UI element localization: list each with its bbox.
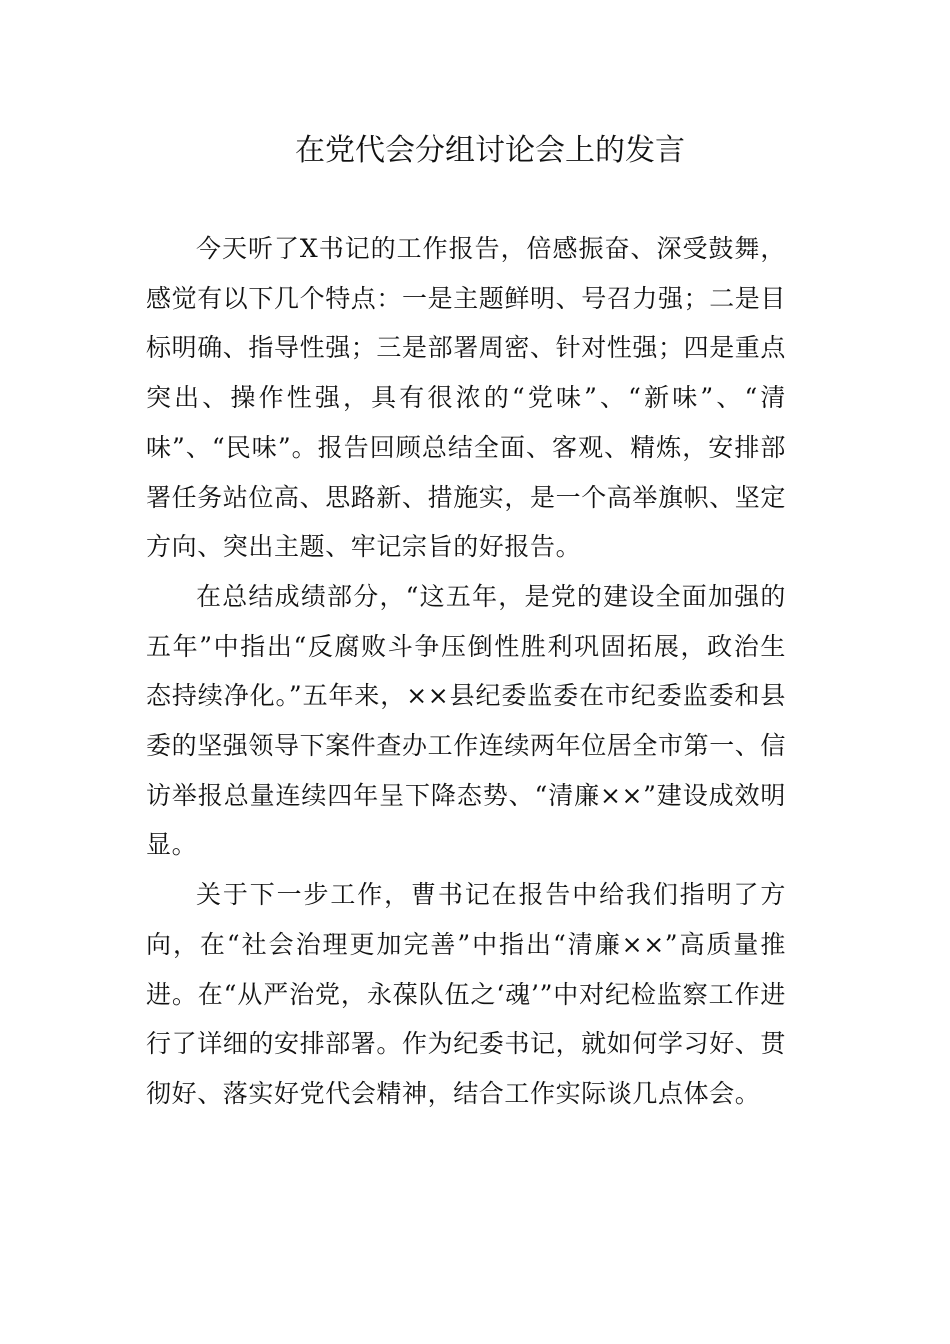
paragraph-1: 今天听了X书记的工作报告，倍感振奋、深受鼓舞，感觉有以下几个特点：一是主题鲜明、号召力强；二是目标明确、指导性强；三是部署周密、针对性强；四是重点突出、操作性强，具有很浓的“党味”、“新味”、“清味”、“民味”。报告回顾总结全面、客观、精炼，安排部署任务站位高、思路新、措施实，是一个高举旗帜、坚定方向、突出主题、牢记宗旨的好报告。 — [146, 234, 787, 562]
document-title: 在党代会分组讨论会上的发言 — [295, 133, 685, 168]
paragraph-3: 关于下一步工作，曹书记在报告中给我们指明了方向，在“社会治理更加完善”中指出“清廉××”高质量推进。在“从严治党，永葆队伍之‘魂’”中对纪检监察工作进行了详细的安排部署。作为纪委书记，就如何学习好、贯彻好、落实好党代会精神，结合工作实际谈几点体会。 — [146, 880, 787, 1108]
paragraph-2: 在总结成绩部分，“这五年，是党的建设全面加强的五年”中指出“反腐败斗争压倒性胜利巩固拓展，政治生态持续净化。”五年来，××县纪委监委在市纪委监委和县委的坚强领导下案件查办工作连续两年位居全市第一、信访举报总量连续四年呈下降态势、“清廉××”建设成效明显。 — [146, 581, 787, 860]
document-body — [146, 224, 786, 1119]
